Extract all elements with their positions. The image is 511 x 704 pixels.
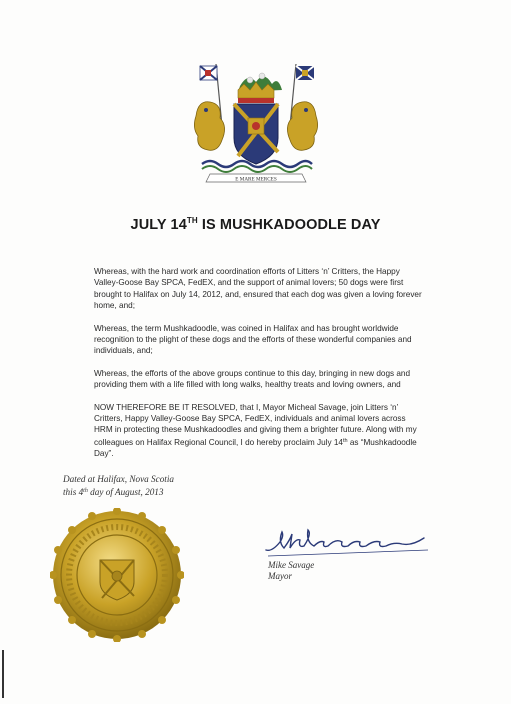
- coat-of-arms-icon: [188, 56, 324, 190]
- scan-edge-mark: [2, 650, 4, 698]
- title-sup: TH: [186, 216, 198, 225]
- signatory-name: Mike Savage: [268, 560, 315, 570]
- title-rest: IS MUSHKADOODLE DAY: [197, 217, 381, 233]
- dated-date-start: this 4: [63, 487, 84, 497]
- gold-seal-icon: [50, 508, 184, 642]
- resolution-text: NOW THEREFORE BE IT RESOLVED, that I, Mayor Micheal Savage, join Litters ‘n’ Critters, Happy Valley-Goose Bay SPCA, FedEX, individuals and animal lovers across HRM in protecting these Mushkadoodles and giving them a brighter future. Along with my colleagues on Halifax Regional Council, I do hereby proclaim July 14: [94, 402, 417, 447]
- proclamation-title: [0, 216, 511, 233]
- whereas-paragraph-3: Whereas, the efforts of the above groups continue to this day, bringing in new dogs and providing them with a life filled with long walks, healthy treats and loving owners, and: [94, 368, 411, 390]
- crest-motto: E MARE MERCES: [235, 176, 277, 183]
- title-main: JULY 14: [130, 217, 187, 233]
- resolution-paragraph: [94, 402, 424, 460]
- whereas-paragraph-2: Whereas, the term Mushkadoodle, was coined in Halifax and has brought worldwide recognition to the plight of these dogs and the efforts of these wonderful companies and individuals, and;: [94, 323, 412, 356]
- dated-date: [63, 485, 174, 498]
- proclamation-body: [94, 266, 424, 471]
- resolution-end: as “Mushkadoodle Day”.: [94, 437, 417, 459]
- dated-block: [63, 473, 174, 498]
- signatory-role: Mayor: [268, 571, 292, 581]
- resolution-sup: th: [342, 437, 348, 444]
- whereas-paragraph-1: Whereas, with the hard work and coordination efforts of Litters ‘n’ Critters, the Happy Valley-Goose Bay SPCA, FedEX, and the support of animal lovers; 50 dogs were first brought to Halifax on July 14, 2012, and, ensured that each dog was given a loving forever home, and;: [94, 267, 422, 311]
- dated-date-sup: th: [83, 488, 88, 494]
- dated-location: Dated at Halifax, Nova Scotia: [63, 474, 174, 484]
- dated-date-end: day of August, 2013: [87, 487, 164, 497]
- signatory-block: [268, 560, 314, 582]
- mayor-signature: [262, 512, 432, 562]
